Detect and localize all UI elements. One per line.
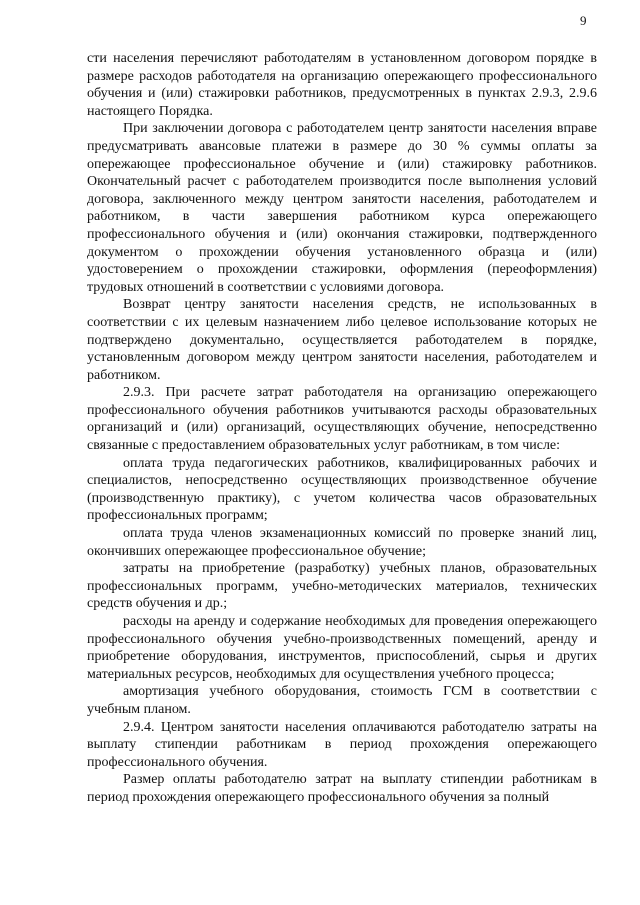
list-item-teacher-pay: оплата труда педагогических работников, квалифицированных рабочих и специалистов, непосредственно осуществляющих производственное обучение (производственную практику), с учетом количества часов образовательных профессиональных программ;	[87, 455, 597, 524]
list-item-depreciation: амортизация учебного оборудования, стоимость ГСМ в соответствии с учебным планом.	[87, 684, 597, 717]
paragraph-continuation: сти населения перечисляют работодателям в установленном договором порядке в размере расходов работодателя на организацию опережающего профессионального обучения и (или) стажировки работников, предусмотренных в пунктах 2.9.3, 2.9.6 настоящего Порядка.	[87, 51, 597, 119]
paragraph-stipend-amount: Размер оплаты работодателю затрат на выплату стипендии работникам в период прохождения опережающего профессионального обучения за полный	[87, 772, 597, 805]
paragraph-2-9-3: 2.9.3. При расчете затрат работодателя на организацию опережающего профессионального обучения работников учитываются расходы образовательных организаций и (или) организаций, осуществляющих обучение, непосредственно связанные с предоставлением образовательных услуг работникам, в том числе:	[87, 385, 597, 454]
paragraph-2-9-4: 2.9.4. Центром занятости населения оплачиваются работодателю затраты на выплату стипендии работникам в период прохождения опережающего профессионального обучения.	[87, 719, 597, 770]
document-body	[87, 50, 597, 807]
page-number: 9	[580, 13, 587, 28]
list-item-commission-pay: оплата труда членов экзаменационных комиссий по проверке знаний лиц, окончивших опережающее профессиональное обучение;	[87, 526, 597, 559]
list-item-curriculum-costs: затраты на приобретение (разработку) учебных планов, образовательных профессиональных программ, учебно-методических материалов, технических средств обучения и др.;	[87, 561, 597, 612]
paragraph-refund: Возврат центру занятости населения средств, не использованных в соответствии с их целевым назначением либо целевое использование которых не подтверждено документально, осуществляется работодателем в порядке, установленным договором между центром занятости населения, работодателем и работником.	[87, 297, 597, 383]
list-item-rent-costs: расходы на аренду и содержание необходимых для проведения опережающего профессионального обучения учебно-производственных помещений, аренду и приобретение оборудования, инструментов, приспособлений, сырья и других материальных ресурсов, необходимых для осуществления учебного процесса;	[87, 614, 597, 682]
paragraph-advance-payments: При заключении договора с работодателем центр занятости населения вправе предусматривать авансовые платежи в размере до 30 % суммы оплаты за опережающее профессиональное обучение и (или) стажировку работников. Окончательный расчет с работодателем производится после выполнения условий договора, заключенного между центром занятости населения, работодателем и работником, в части завершения работником курса опережающего профессионального обучения и (или) окончания стажировки, подтвержденного документом о прохождении обучения установленного образца и (или) удостоверением о прохождении стажировки, оформления (переоформления) трудовых отношений в соответствии с условиями договора.	[87, 121, 597, 295]
